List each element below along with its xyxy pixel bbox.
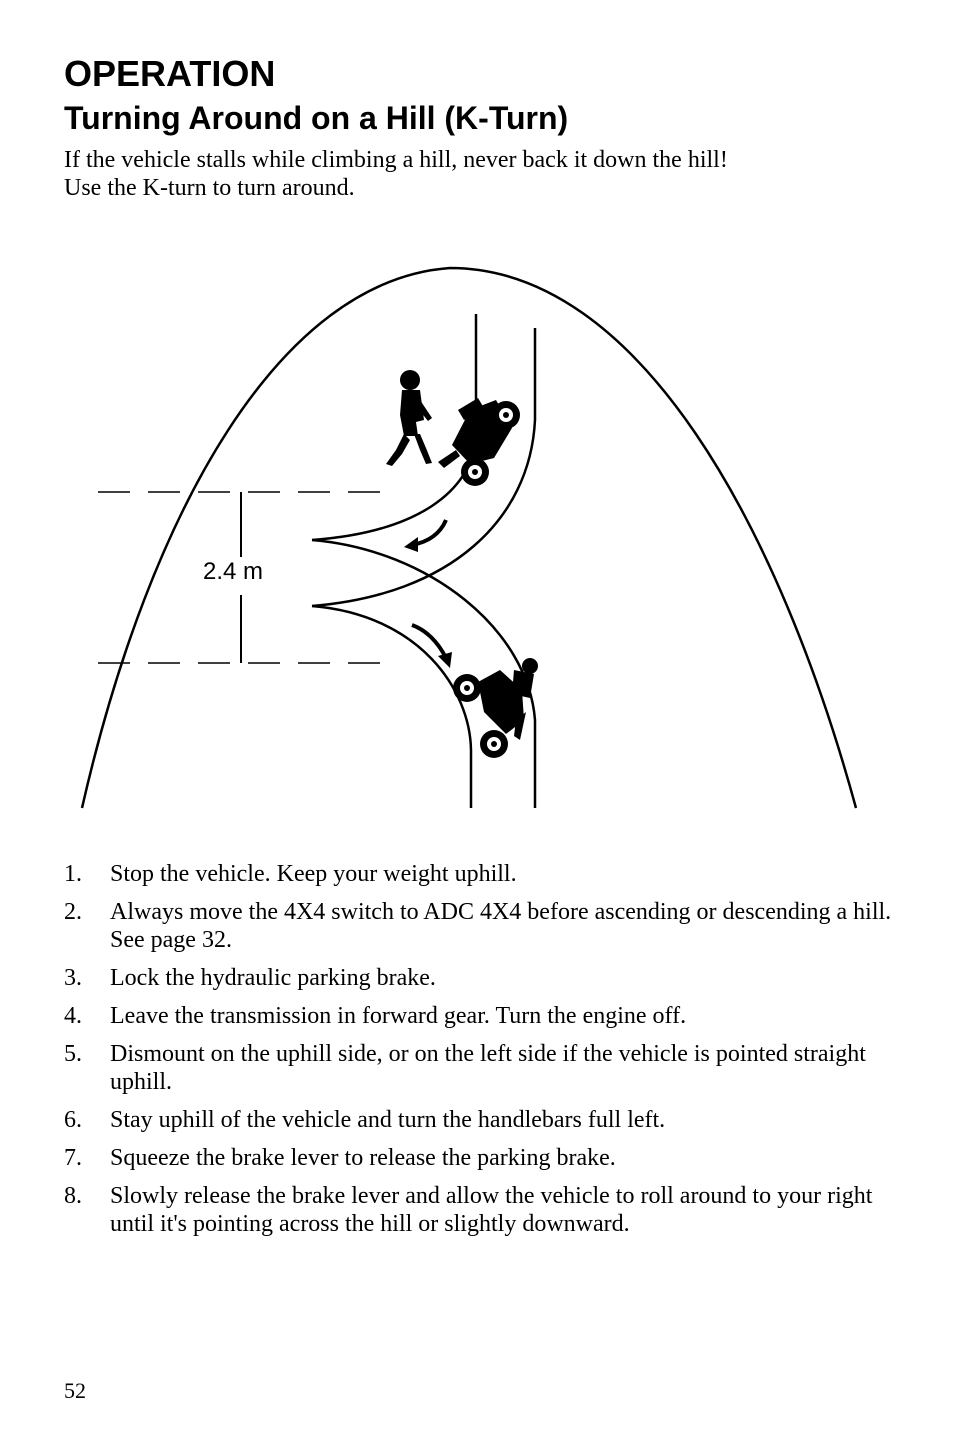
arrow-forward — [412, 625, 446, 658]
step-number: 2. — [64, 899, 82, 925]
step-text: Lock the hydraulic parking brake. — [110, 965, 436, 991]
list-item — [64, 1002, 904, 1030]
rider-figure-icon — [386, 370, 432, 466]
dimension-label: 2.4 m — [203, 558, 264, 585]
step-text: Stop the vehicle. Keep your weight uphill. — [110, 861, 517, 887]
list-item — [64, 860, 904, 888]
step-text: Leave the transmission in forward gear. Turn the engine off. — [110, 1003, 687, 1029]
page-number: 52 — [64, 1378, 86, 1403]
intro-paragraph — [64, 146, 904, 202]
upper-path-outer — [312, 328, 535, 606]
step-text: Always move the 4X4 switch to ADC 4X4 before ascending or descending a hill. See page 32. — [110, 899, 892, 953]
step-number: 4. — [64, 1003, 82, 1029]
intro-line-2: Use the K-turn to turn around. — [64, 175, 355, 201]
lower-path-outer — [312, 606, 471, 808]
list-item — [64, 898, 904, 954]
step-text: Squeeze the brake lever to release the parking brake. — [110, 1145, 616, 1171]
list-item — [64, 1144, 904, 1172]
step-number: 7. — [64, 1145, 82, 1171]
intro-line-1: If the vehicle stalls while climbing a hill, never back it down the hill! — [64, 147, 728, 173]
list-item — [64, 1040, 904, 1096]
atv-lower-icon — [453, 658, 538, 758]
step-number: 8. — [64, 1183, 82, 1209]
upper-path-inner — [312, 314, 476, 540]
atv-upper-icon — [438, 398, 520, 486]
step-number: 1. — [64, 861, 82, 887]
step-text: Dismount on the uphill side, or on the left side if the vehicle is pointed straight uphill. — [110, 1041, 866, 1095]
list-item — [64, 1106, 904, 1134]
page-title: Turning Around on a Hill (K-Turn) — [64, 100, 569, 136]
k-turn-diagram — [0, 250, 954, 820]
list-item — [64, 964, 904, 992]
step-text: Stay uphill of the vehicle and turn the handlebars full left. — [110, 1107, 666, 1133]
section-title: OPERATION — [64, 53, 276, 94]
step-text: Slowly release the brake lever and allow the vehicle to roll around to your right until it's pointing across the hill or slightly downward. — [110, 1183, 873, 1237]
arrow-forward-head — [438, 652, 452, 668]
step-number: 6. — [64, 1107, 82, 1133]
step-number: 3. — [64, 965, 82, 991]
list-item — [64, 1182, 904, 1238]
steps-list — [64, 860, 904, 1248]
arrow-reverse-head — [404, 537, 418, 552]
step-number: 5. — [64, 1041, 82, 1067]
